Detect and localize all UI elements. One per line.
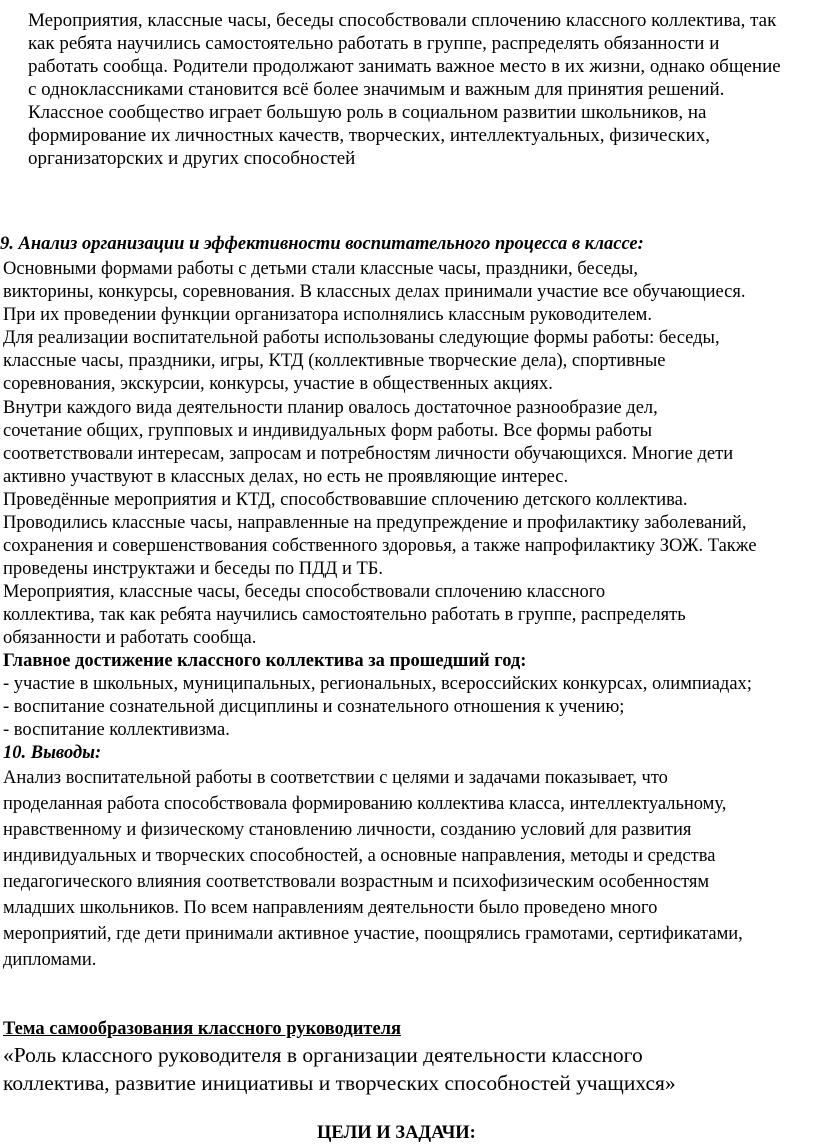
intro-line: организаторских и других способностей xyxy=(28,148,356,169)
list-item: - участие в школьных, муниципальных, региональных, всероссийских конкурсах, олимпиадах; xyxy=(3,674,752,694)
intro-line: Классное сообщество играет большую роль в социальном развитии школьников, на xyxy=(28,102,707,123)
paragraph-line: нравственному и физическому становлению личности, созданию условий для развития xyxy=(3,820,692,840)
paragraph-line: проделанная работа способствовала формированию коллектива класса, интеллектуальному, xyxy=(3,794,727,814)
paragraph-line: Проводились классные часы, направленные на предупреждение и профилактику заболеваний, xyxy=(3,513,747,533)
self-education-heading: Тема самообразования классного руководителя xyxy=(3,1019,402,1039)
paragraph-line: сохранения и совершенствования собственного здоровья, а также напрофилактику ЗОЖ. Также xyxy=(3,536,757,556)
achievement-heading: Главное достижение классного коллектива за прошедший год: xyxy=(3,651,527,671)
paragraph-line: мероприятий, где дети принимали активное участие, поощрялись грамотами, сертификатами, xyxy=(3,924,743,944)
paragraph-line: Анализ воспитательной работы в соответствии с целями и задачами показывает, что xyxy=(3,768,668,788)
paragraph-line: сочетание общих, групповых и индивидуальных форм работы. Все формы работы xyxy=(3,421,652,441)
paragraph-line: Мероприятия, классные часы, беседы способствовали сплочению классного xyxy=(3,582,606,602)
paragraph-line: проведены инструктажи и беседы по ПДД и ТБ. xyxy=(3,559,384,579)
intro-line: как ребята научились самостоятельно работать в группе, распределять обязанности и xyxy=(28,33,720,54)
paragraph-line: младших школьников. По всем направлениям деятельности было проведено много xyxy=(3,898,658,918)
paragraph-line: Основными формами работы с детьми стали классные часы, праздники, беседы, xyxy=(3,259,638,279)
list-item: - воспитание коллективизма. xyxy=(3,720,230,740)
intro-line: формирование их личностных качеств, творческих, интеллектуальных, физических, xyxy=(28,125,710,146)
paragraph-line: викторины, конкурсы, соревнования. В классных делах принимали участие все обучающиеся. xyxy=(3,282,746,302)
intro-line: работать сообща. Родители продолжают занимать важное место в их жизни, однако общение xyxy=(28,56,781,77)
intro-line: с одноклассниками становится всё более значимым и важным для принятия решений. xyxy=(28,79,725,100)
paragraph-line: Для реализации воспитательной работы использованы следующие формы работы: беседы, xyxy=(3,328,720,348)
topic-line: коллектива, развитие инициативы и творческих способностей учащихся» xyxy=(3,1071,676,1095)
goals-heading: ЦЕЛИ И ЗАДАЧИ: xyxy=(317,1123,476,1143)
paragraph-line: соответствовали интересам, запросам и потребностям личности обучающихся. Многие дети xyxy=(3,444,734,464)
paragraph-line: классные часы, праздники, игры, КТД (коллективные творческие дела), спортивные xyxy=(3,351,666,371)
paragraph-line: соревнования, экскурсии, конкурсы, участие в общественных акциях. xyxy=(3,374,553,394)
paragraph-line: индивидуальных и творческих способностей, а основные направления, методы и средства xyxy=(3,846,716,866)
paragraph-line: коллектива, так как ребята научились самостоятельно работать в группе, распределять xyxy=(3,605,686,625)
paragraph-line: обязанности и работать сообща. xyxy=(3,628,257,648)
paragraph-line: педагогического влияния соответствовали возрастным и психофизическим особенностям xyxy=(3,872,710,892)
intro-line: Мероприятия, классные часы, беседы способствовали сплочению классного коллектива, так xyxy=(28,10,777,31)
paragraph-line: активно участвуют в классных делах, но есть не проявляющие интерес. xyxy=(3,467,569,487)
paragraph-line: При их проведении функции организатора исполнялись классным руководителем. xyxy=(3,305,653,325)
section-9-heading: 9. Анализ организации и эффективности воспитательного процесса в классе: xyxy=(0,234,644,254)
section-10-heading: 10. Выводы: xyxy=(3,743,102,763)
topic-line: «Роль классного руководителя в организации деятельности классного xyxy=(3,1043,643,1067)
paragraph-line: Внутри каждого вида деятельности планир овалось достаточное разнообразие дел, xyxy=(3,398,658,418)
list-item: - воспитание сознательной дисциплины и сознательного отношения к учению; xyxy=(3,697,625,717)
paragraph-line: дипломами. xyxy=(3,950,97,970)
paragraph-line: Проведённые мероприятия и КТД, способствовавшие сплочению детского коллектива. xyxy=(3,490,688,510)
